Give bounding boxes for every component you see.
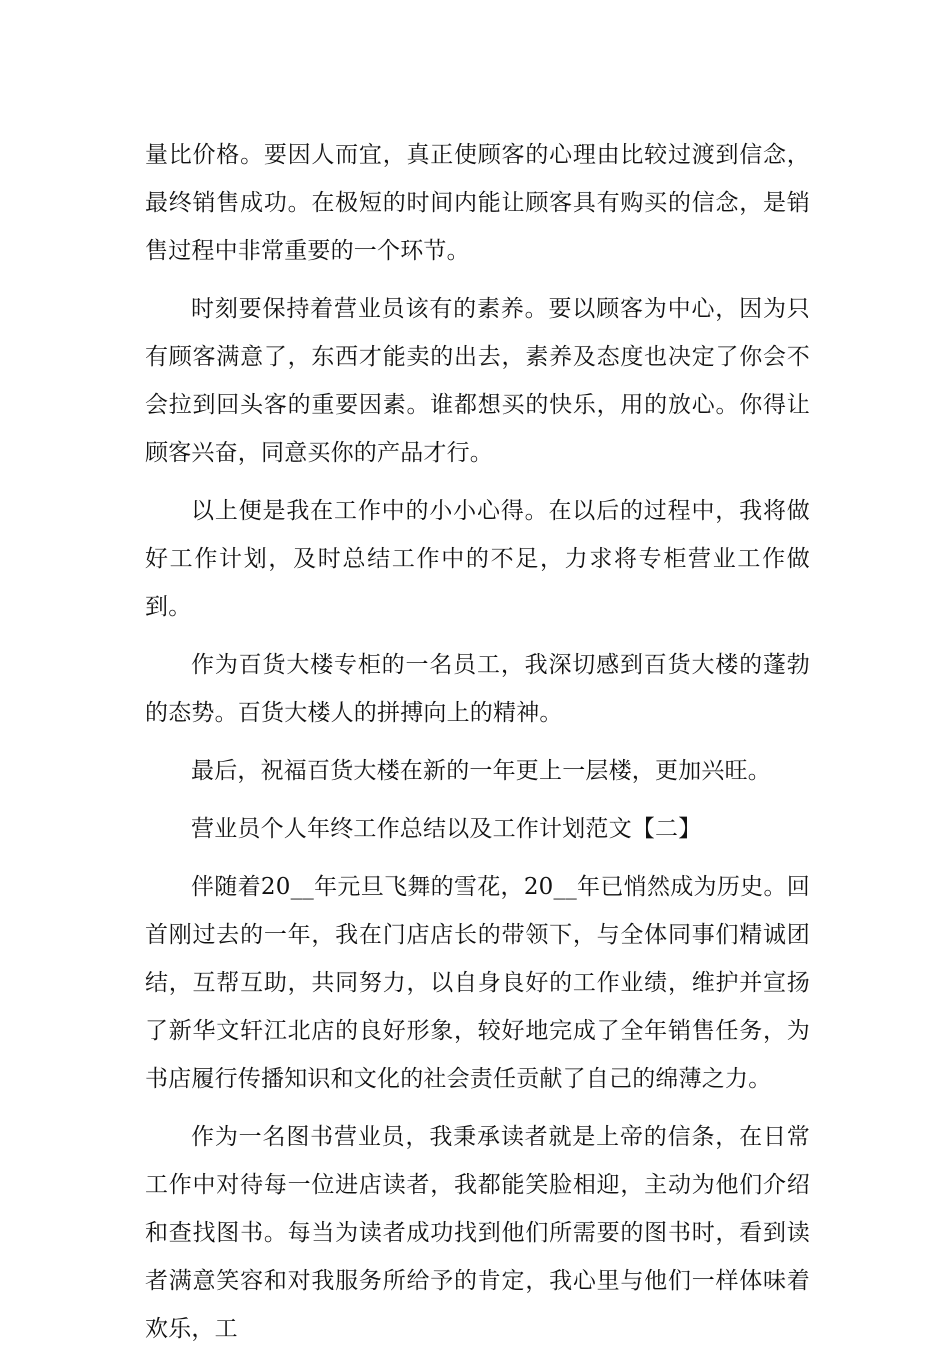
paragraph-5: 最后，祝福百货大楼在新的一年更上一层楼，更加兴旺。 [191, 758, 771, 784]
section-heading: 营业员个人年终工作总结以及工作计划范文【二】 [191, 816, 702, 842]
paragraph-2: 时刻要保持着营业员该有的素养。要以顾客为中心，因为只有顾客满意了，东西才能卖的出去，素养及态度也决定了你会不会拉到回头客的重要因素。谁都想买的快乐，用的放心。你得让顾客兴奋，同意买你的产品才行。 [145, 296, 810, 466]
paragraph-3: 以上便是我在工作中的小小心得。在以后的过程中，我将做好工作计划，及时总结工作中的不足，力求将专柜营业工作做到。 [145, 498, 810, 620]
paragraph-4: 作为百货大楼专柜的一名员工，我深切感到百货大楼的蓬勃的态势。百货大楼人的拼搏向上的精神。 [145, 652, 810, 726]
paragraph-7: 作为一名图书营业员，我秉承读者就是上帝的信条，在日常工作中对待每一位进店读者，我都能笑脸相迎，主动为他们介绍和查找图书。每当为读者成功找到他们所需要的图书时，看到读者满意笑容和对我服务所给予的肯定，我心里与他们一样体味着欢乐，工 [145, 1124, 810, 1342]
paragraph-6: 伴随着20__年元旦飞舞的雪花，20__年已悄然成为历史。回首刚过去的一年，我在门店店长的带领下，与全体同事们精诚团结，互帮互助，共同努力，以自身良好的工作业绩，维护并宣扬了新华文轩江北店的良好形象，较好地完成了全年销售任务，为书店履行传播知识和文化的社会责任贡献了自己的绵薄之力。 [145, 874, 810, 1092]
document-body [145, 131, 810, 1363]
paragraph-1: 量比价格。要因人而宜，真正使顾客的心理由比较过渡到信念，最终销售成功。在极短的时间内能让顾客具有购买的信念，是销售过程中非常重要的一个环节。 [145, 142, 810, 264]
